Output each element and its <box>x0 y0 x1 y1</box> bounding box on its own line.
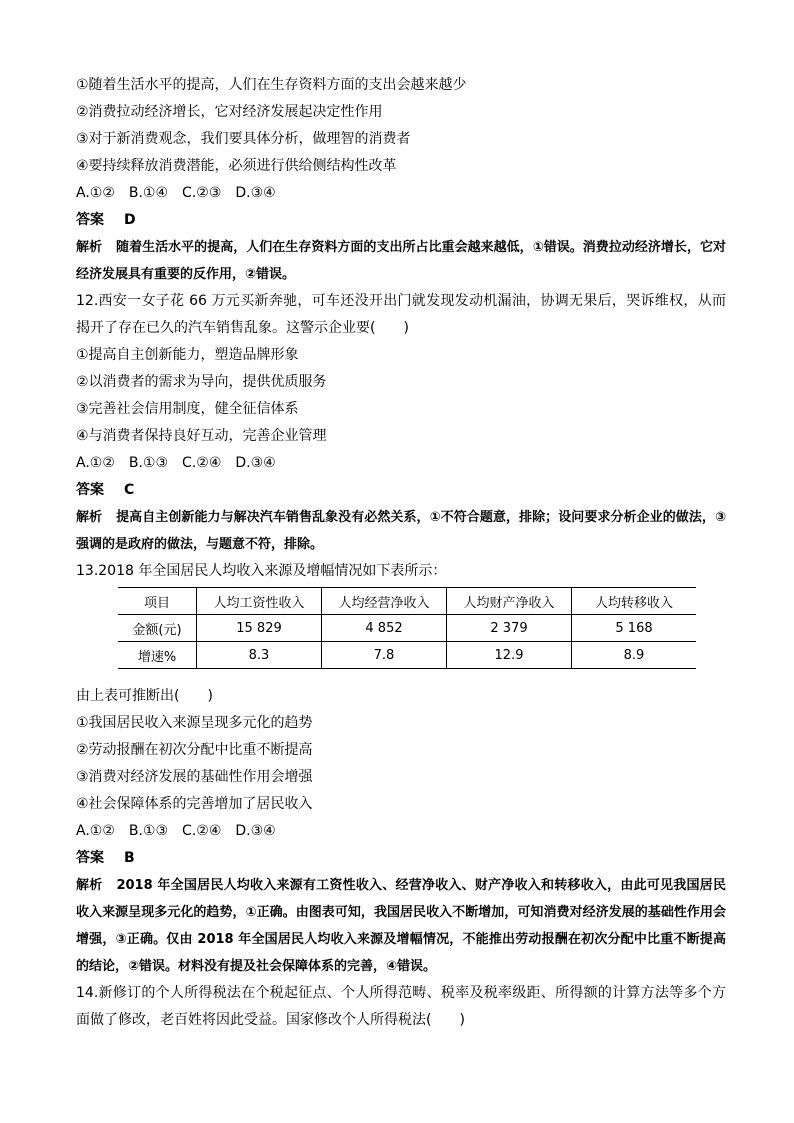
table-cell: 金额(元) <box>118 615 197 642</box>
option-2: ②以消费者的需求为导向，提供优质服务 <box>76 374 327 390</box>
answer-value: B <box>124 850 135 866</box>
option-1: ①我国居民收入来源呈现多元化的趋势 <box>76 715 313 731</box>
option-4: ④要持续释放消费潜能，必须进行供给侧结构性改革 <box>76 158 397 174</box>
answer-label: 答案 <box>76 482 104 498</box>
explanation-label: 解析 <box>76 240 103 255</box>
table-row <box>118 642 696 669</box>
answer-choices: A.①② B.①③ C.②④ D.③④ <box>76 455 276 471</box>
question-stem: 14.新修订的个人所得税法在个税起征点、个人所得范畴、税率及税率级距、所得额的计算方法等多个方面做了修改，老百姓将因此受益。国家修改个人所得税法( ) <box>76 985 726 1028</box>
table-cell: 2 379 <box>447 615 572 642</box>
answer-line <box>76 845 726 872</box>
table-cell: 12.9 <box>447 642 572 669</box>
explanation-label: 解析 <box>76 878 103 893</box>
table-header-cell: 人均转移收入 <box>572 588 697 615</box>
question-prompt: 由上表可推断出( ) <box>76 688 213 704</box>
question-stem: 13.2018 年全国居民人均收入来源及增幅情况如下表所示： <box>76 563 447 579</box>
explanation <box>76 234 726 288</box>
option-4: ④与消费者保持良好互动，完善企业管理 <box>76 428 327 444</box>
option-1: ①随着生活水平的提高，人们在生存资料方面的支出会越来越少 <box>76 77 467 93</box>
table-cell: 8.9 <box>572 642 697 669</box>
table-cell: 7.8 <box>322 642 447 669</box>
answer-line <box>76 207 726 234</box>
explanation-label: 解析 <box>76 510 103 525</box>
option-3: ③消费对经济发展的基础性作用会增强 <box>76 769 313 785</box>
question-11 <box>76 72 726 288</box>
table-header-row <box>118 588 696 615</box>
answer-line <box>76 477 726 504</box>
answer-choices: A.①② B.①③ C.②④ D.③④ <box>76 823 276 839</box>
table-cell: 4 852 <box>322 615 447 642</box>
option-2: ②消费拉动经济增长，它对经济发展起决定性作用 <box>76 104 383 120</box>
question-13 <box>76 558 726 980</box>
table-cell: 15 829 <box>197 615 322 642</box>
answer-value: C <box>124 482 135 498</box>
table-header-cell: 项目 <box>118 588 197 615</box>
option-1: ①提高自主创新能力，塑造品牌形象 <box>76 347 299 363</box>
question-stem: 12.西安一女子花 66 万元买新奔驰，可车还没开出门就发现发动机漏油，协调无果后，哭诉维权，从而揭开了存在已久的汽车销售乱象。这警示企业要( ) <box>76 293 726 336</box>
answer-label: 答案 <box>76 212 104 228</box>
question-14 <box>76 980 726 1034</box>
explanation-text: 随着生活水平的提高，人们在生存资料方面的支出所占比重会越来越低，①错误。消费拉动经济增长，它对经济发展具有重要的反作用，②错误。 <box>76 240 726 282</box>
option-3: ③对于新消费观念，我们要具体分析，做理智的消费者 <box>76 131 411 147</box>
table-header-cell: 人均工资性收入 <box>197 588 322 615</box>
table-header-cell: 人均财产净收入 <box>447 588 572 615</box>
answer-value: D <box>124 212 136 228</box>
explanation-text: 提高自主创新能力与解决汽车销售乱象没有必然关系，①不符合题意，排除；设问要求分析企业的做法，③强调的是政府的做法，与题意不符，排除。 <box>76 510 726 552</box>
option-2: ②劳动报酬在初次分配中比重不断提高 <box>76 742 313 758</box>
explanation <box>76 872 726 980</box>
option-3: ③完善社会信用制度，健全征信体系 <box>76 401 299 417</box>
income-table <box>118 587 696 669</box>
document-page <box>76 72 726 1034</box>
answer-choices: A.①② B.①④ C.②③ D.③④ <box>76 185 276 201</box>
answer-label: 答案 <box>76 850 104 866</box>
table-cell: 增速% <box>118 642 197 669</box>
explanation-text: 2018 年全国居民人均收入来源有工资性收入、经营净收入、财产净收入和转移收入，由此可见我国居民收入来源呈现多元化的趋势，①正确。由图表可知，我国居民收入不断增加，可知消费对经济发展的基础性作用会增强，③正确。仅由 2018 年全国居民人均收入来源及增幅情况，不能推出劳动报酬在初次分配中比重不断提高的结论，②错误。材料没有提及社会保障体系的完善，④错误。 <box>76 878 726 974</box>
question-12 <box>76 288 726 558</box>
table-row <box>118 615 696 642</box>
explanation <box>76 504 726 558</box>
table-cell: 5 168 <box>572 615 697 642</box>
table-header-cell: 人均经营净收入 <box>322 588 447 615</box>
option-4: ④社会保障体系的完善增加了居民收入 <box>76 796 313 812</box>
table-cell: 8.3 <box>197 642 322 669</box>
